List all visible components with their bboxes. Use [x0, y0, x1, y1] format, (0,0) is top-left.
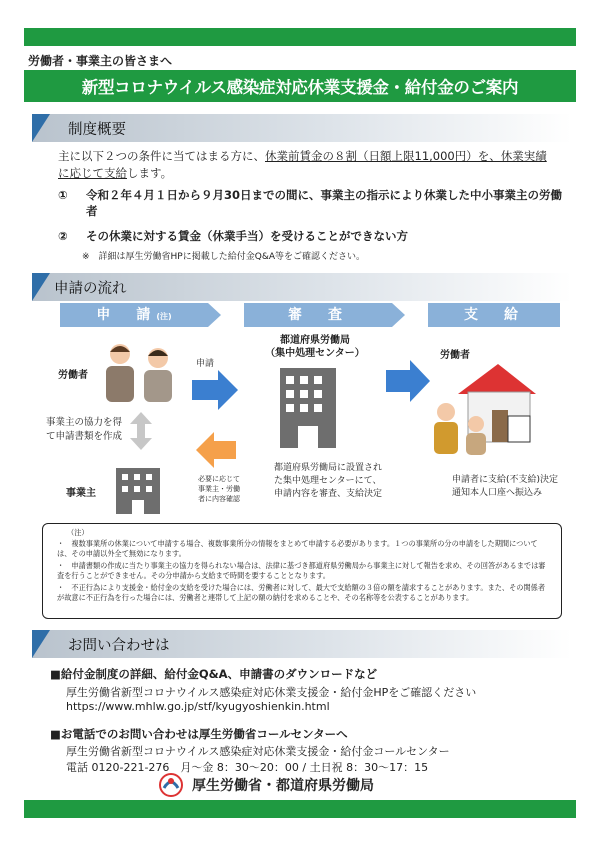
bureau-label [250, 334, 380, 360]
flow-notes-box [42, 523, 562, 619]
cooperation-text: 事業主の協力を得て申請書類を作成 [46, 417, 123, 442]
pay-desc: 申請者に支給(不支給)決定通知本人口座へ振込み [452, 475, 559, 498]
step-payment: 支 給 [428, 303, 560, 327]
condition-2-text: その休業に対する賃金（休業手当）を受けることができない方 [86, 229, 408, 243]
footer-org: 厚生労働省・都道府県労働局 [192, 778, 374, 794]
page-title: 新型コロナウイルス感染症対応休業支援金・給付金のご案内 [24, 70, 576, 102]
step-apply-label: 申 請 [96, 307, 157, 323]
ministry-logo-icon [158, 772, 186, 798]
top-band [24, 28, 576, 46]
step-apply-chevron [208, 303, 221, 327]
contact-url-link[interactable]: https://www.mhlw.go.jp/stf/kyugyoshienkin.html [66, 700, 330, 713]
apply-label: 申請 [196, 359, 215, 369]
step-apply-note: (注) [156, 312, 172, 321]
overview-intro [58, 148, 558, 182]
note-1: ・ 複数事業所の休業について申請する場合、複数事業所分の情報をまとめて申請する必要があります。１つの事業所の分の申請をした期間については、その申請以外全て無効になります。 [57, 539, 538, 559]
intro-text: 主に以下２つの条件に当てはまる方に、 [58, 149, 265, 163]
workers-illustration [98, 340, 188, 404]
step-apply [60, 303, 208, 327]
bureau-desc: 都道府県労働局に設置された集中処理センターにて、申請内容を審査、支給決定 [274, 463, 383, 499]
request-note: 必要に応じて事業主・労働者に内容確認 [198, 475, 240, 503]
section-overview-header [32, 114, 572, 142]
overview-note: ※ 詳細は厚生労働省HPに掲載した給付金Q&A等をご確認ください。 [82, 252, 365, 262]
worker-label: 労働者 [58, 370, 88, 381]
condition-1-text: 令和２年４月１日から９月30日までの間に、事業主の指示により休業した中小事業主の労働者 [86, 188, 562, 218]
bottom-band [24, 800, 576, 818]
note-3: ・ 不正行為により支援金・給付金の支給を受けた場合には、労働者に対して、最大で支給額の３倍の額を請求することがあります。また、その関係者が故意に不正行為を行った場合には、労働者と連帯して上記の額の納付を求めることや、その名称等を公表することがあります。 [57, 583, 546, 603]
exchange-arrows-icon [128, 410, 154, 452]
employer-label: 事業主 [66, 488, 96, 499]
bureau-label-line1: 都道府県労働局 [280, 335, 350, 346]
note-2: ・ 申請書類の作成に当たり事業主の協力を得られない場合は、法律に基づき都道府県労働局から事業主に対して報告を求め、その回答があるまでは審査を行うことができません。その分申請から支給まで時間を要することとなります。 [57, 561, 546, 581]
condition-2-num: ② [58, 229, 68, 243]
pay-worker-label: 労働者 [440, 350, 470, 361]
office-building-icon [112, 460, 164, 516]
contact-phone-head: ■お電話でのお問い合わせは厚生労働省コールセンターへ [50, 727, 348, 741]
bureau-building-icon [272, 364, 344, 450]
contact-web-line: 厚生労働省新型コロナウイルス感染症対応休業支援金・給付金HPをご確認ください [66, 686, 477, 699]
notes-head: （注） [67, 528, 89, 537]
house-family-illustration [428, 358, 538, 458]
section-flow-header [32, 273, 572, 301]
condition-1 [58, 187, 568, 219]
section-overview-title: 制度概要 [68, 122, 126, 138]
contact-phone-line: 厚生労働省新型コロナウイルス感染症対応休業支援金・給付金コールセンター [66, 745, 450, 758]
request-arrow-icon [194, 432, 236, 468]
intro-text-end: します。 [127, 166, 173, 180]
contact-web-head: ■給付金制度の詳細、給付金Q&A、申請書のダウンロードなど [50, 667, 378, 681]
pay-arrow-icon [386, 360, 432, 402]
condition-2 [58, 228, 568, 244]
contact-phone-hours: 電話 0120-221-276 月～金 8：30～20：00 / 土日祝 8：30～17：15 [66, 761, 429, 774]
section-contact-header [32, 630, 572, 658]
intro-underlined: 休業前賃金の８割（日額上限11,000円）を、休業実績に応じて支給 [58, 149, 547, 180]
audience-label: 労働者・事業主の皆さまへ [28, 54, 173, 68]
condition-1-num: ① [58, 188, 68, 202]
apply-arrow-icon [192, 370, 240, 410]
section-flow-title: 申請の流れ [54, 281, 127, 297]
step-review: 審 査 [244, 303, 392, 327]
step-review-chevron [392, 303, 405, 327]
section-contact-title: お問い合わせは [68, 638, 170, 654]
bureau-label-line2: （集中処理センター） [265, 348, 365, 359]
